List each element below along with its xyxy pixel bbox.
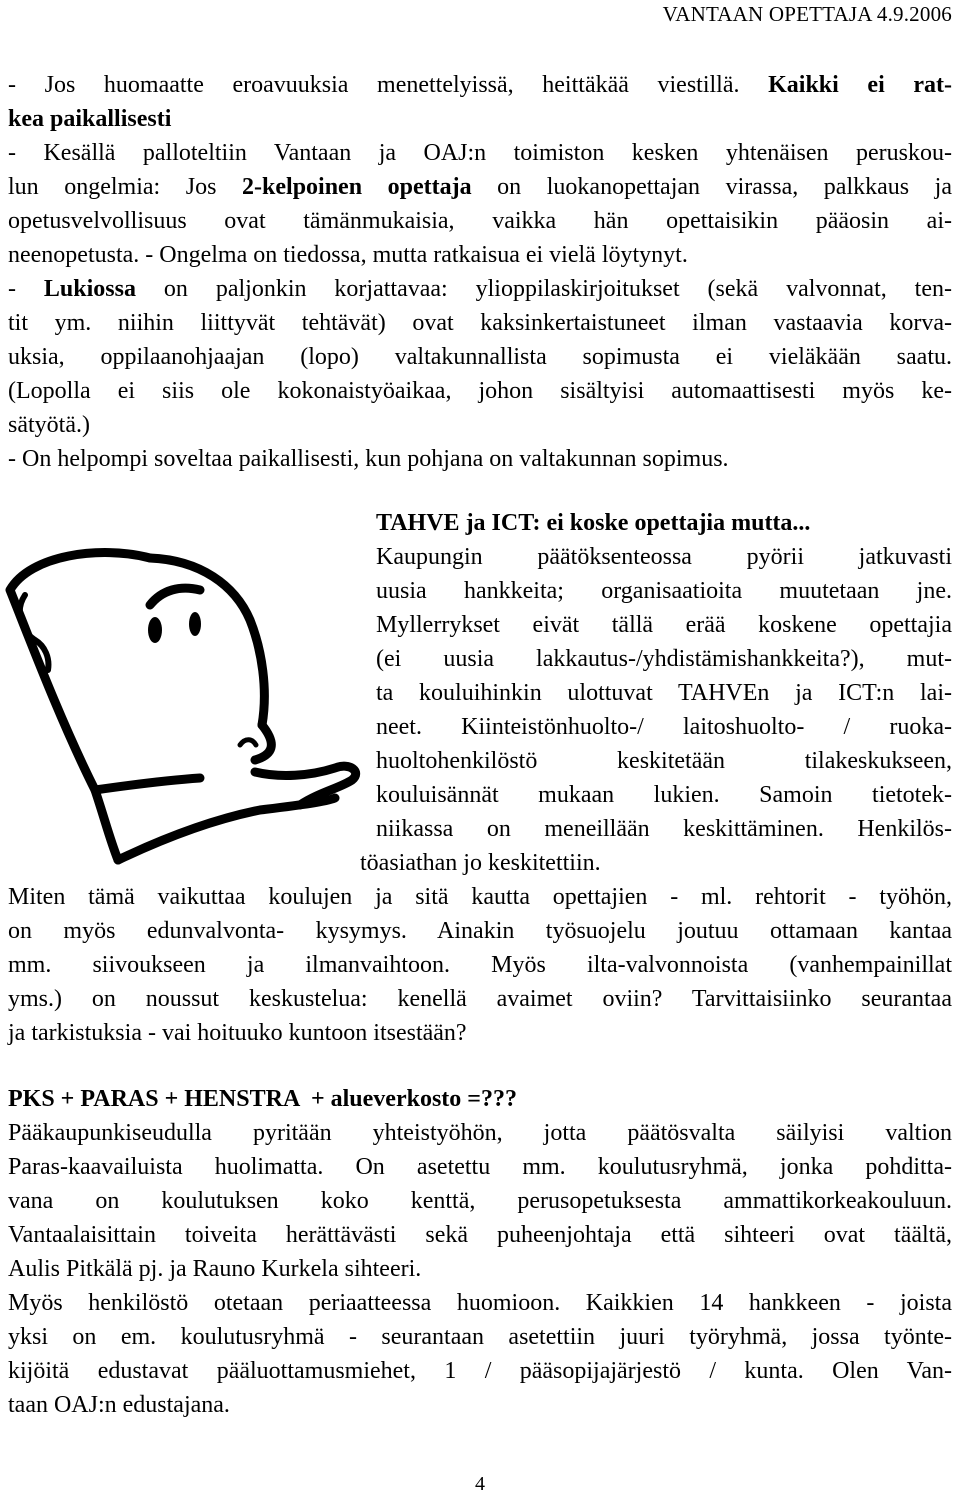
text-line: niikassa on meneillään keskittäminen. Henkilös- xyxy=(376,816,952,842)
text-line: töasiathan jo keskitettiin. xyxy=(360,850,601,876)
text-line: tit ym. niihin liittyvät tehtävät) ovat kaksinkertaistuneet ilman vastaavia korva- xyxy=(8,310,952,336)
bold-term: Lukiossa xyxy=(43,276,136,302)
right-eye xyxy=(189,612,201,636)
text-line: - On helpompi soveltaa paikallisesti, kun pohjana on valtakunnan sopimus. xyxy=(8,446,729,472)
text-line: Myös henkilöstö otetaan periaatteessa huomioon. Kaikkien 14 hankkeen - joista xyxy=(8,1290,952,1316)
text-line: kijöitä edustavat pääluottamusmiehet, 1 / pääsopijajärjestö / kunta. Olen Van- xyxy=(8,1358,952,1384)
text-span: - Jos huomaatte eroavuuksia menettelyissä, heittäkää viestillä. xyxy=(8,72,769,98)
text-line: opetusvelvollisuus ovat tämänmukaisia, vaikka hän opettaisikin pääosin ai- xyxy=(8,208,952,234)
text-line: mm. siivoukseen ja ilmanvaihtoon. Myös ilta-valvonnoista (vanhempainillat xyxy=(8,952,952,978)
text-line: Myllerrykset eivät tällä erää koskene opettajia xyxy=(376,612,952,638)
text-line: Pääkaupunkiseudulla pyritään yhteistyöhön, jotta päätösvalta säilyisi valtion xyxy=(8,1120,952,1146)
text-line: Aulis Pitkälä pj. ja Rauno Kurkela sihteeri. xyxy=(8,1256,422,1282)
thinking-man-cartoon xyxy=(0,540,370,870)
text-line: Vantaalaisittain toiveita herättävästi sekä puheenjohtaja että sihteeri ovat täältä, xyxy=(8,1222,952,1248)
page-number: 4 xyxy=(475,1473,485,1495)
left-eye xyxy=(148,617,162,643)
text-line: vana on koulutuksen koko kenttä, perusopetuksesta ammattikorkeakouluun. xyxy=(8,1188,952,1214)
bold-subheading: Kaikki ei rat- xyxy=(768,72,952,98)
text-line xyxy=(8,170,952,204)
bold-term: 2-kelpoinen opettaja xyxy=(242,174,472,200)
text-span: on paljonkin korjattavaa: ylioppilaskirjoitukset (sekä valvonnat, ten- xyxy=(135,276,952,302)
nose-outline xyxy=(255,725,271,760)
text-line: Miten tämä vaikuttaa koulujen ja sitä kautta opettajien - ml. rehtorit - työhön, xyxy=(8,884,952,910)
text-line: ja tarkistuksia - vai hoituuko kuntoon itsestään? xyxy=(8,1020,467,1046)
running-header: VANTAAN OPETTAJA 4.9.2006 xyxy=(662,2,952,26)
text-line: on myös edunvalvonta- kysymys. Ainakin työsuojelu joutuu ottamaan kantaa xyxy=(8,918,952,944)
text-line: uusia hankkeita; organisaatioita muutetaan jne. xyxy=(376,578,952,604)
eyebrow xyxy=(150,588,200,605)
arm-outline xyxy=(95,778,200,790)
head-outline xyxy=(10,553,150,860)
section-heading: PKS + PARAS + HENSTRA + alueverkosto =??? xyxy=(8,1086,517,1112)
text-span: on luokanopettajan virassa, palkkaus ja xyxy=(471,174,953,200)
text-span: lun ongelmia: Jos xyxy=(8,174,243,200)
text-line: neenopetusta. - Ongelma on tiedossa, mutta ratkaisua ei vielä löytynyt. xyxy=(8,242,688,268)
text-line: kouluisännät mukaan lukien. Samoin tietotek- xyxy=(376,782,952,808)
text-line: taan OAJ:n edustajana. xyxy=(8,1392,230,1418)
text-span: - xyxy=(8,276,44,302)
text-line: (Lopolla ei siis ole kokonaistyöaikaa, johon sisältyisi automaattisesti myös ke- xyxy=(8,378,952,404)
nostril xyxy=(240,740,256,745)
text-line: yksi on em. koulutusryhmä - seurantaan asetettiin juuri työryhmä, jossa työnte- xyxy=(8,1324,952,1350)
text-line: (ei uusia lakkautus-/yhdistämishankkeita?), mut- xyxy=(376,646,952,672)
text-line xyxy=(8,272,952,306)
section-heading: TAHVE ja ICT: ei koske opettajia mutta... xyxy=(376,510,811,536)
text-line: - Kesällä palloteltiin Vantaan ja OAJ:n toimiston kesken yhtenäisen peruskou- xyxy=(8,140,952,166)
text-line: Paras-kaavailuista huolimatta. On asetettu mm. koulutusryhmä, jonka pohditta- xyxy=(8,1154,952,1180)
face-outline xyxy=(150,558,264,725)
text-line: yms.) on noussut keskustelua: kenellä avaimet oviin? Tarvittaisiinko seurantaa xyxy=(8,986,952,1012)
text-line: sätyötä.) xyxy=(8,412,90,438)
bold-subheading: kea paikallisesti xyxy=(8,106,172,132)
text-line: neet. Kiinteistönhuolto-/ laitoshuolto- / ruoka- xyxy=(376,714,952,740)
text-line: uksia, oppilaanohjaajan (lopo) valtakunnallista sopimusta ei vieläkään saatu. xyxy=(8,344,952,370)
text-line: Kaupungin päätöksenteossa pyörii jatkuvasti xyxy=(376,544,952,570)
text-line: ta kouluihinkin ulottuvat TAHVEn ja ICT:n lai- xyxy=(376,680,952,706)
finger-outline xyxy=(255,766,356,805)
text-line: huoltohenkilöstö keskitetään tilakeskukseen, xyxy=(376,748,952,774)
text-line xyxy=(8,68,952,102)
